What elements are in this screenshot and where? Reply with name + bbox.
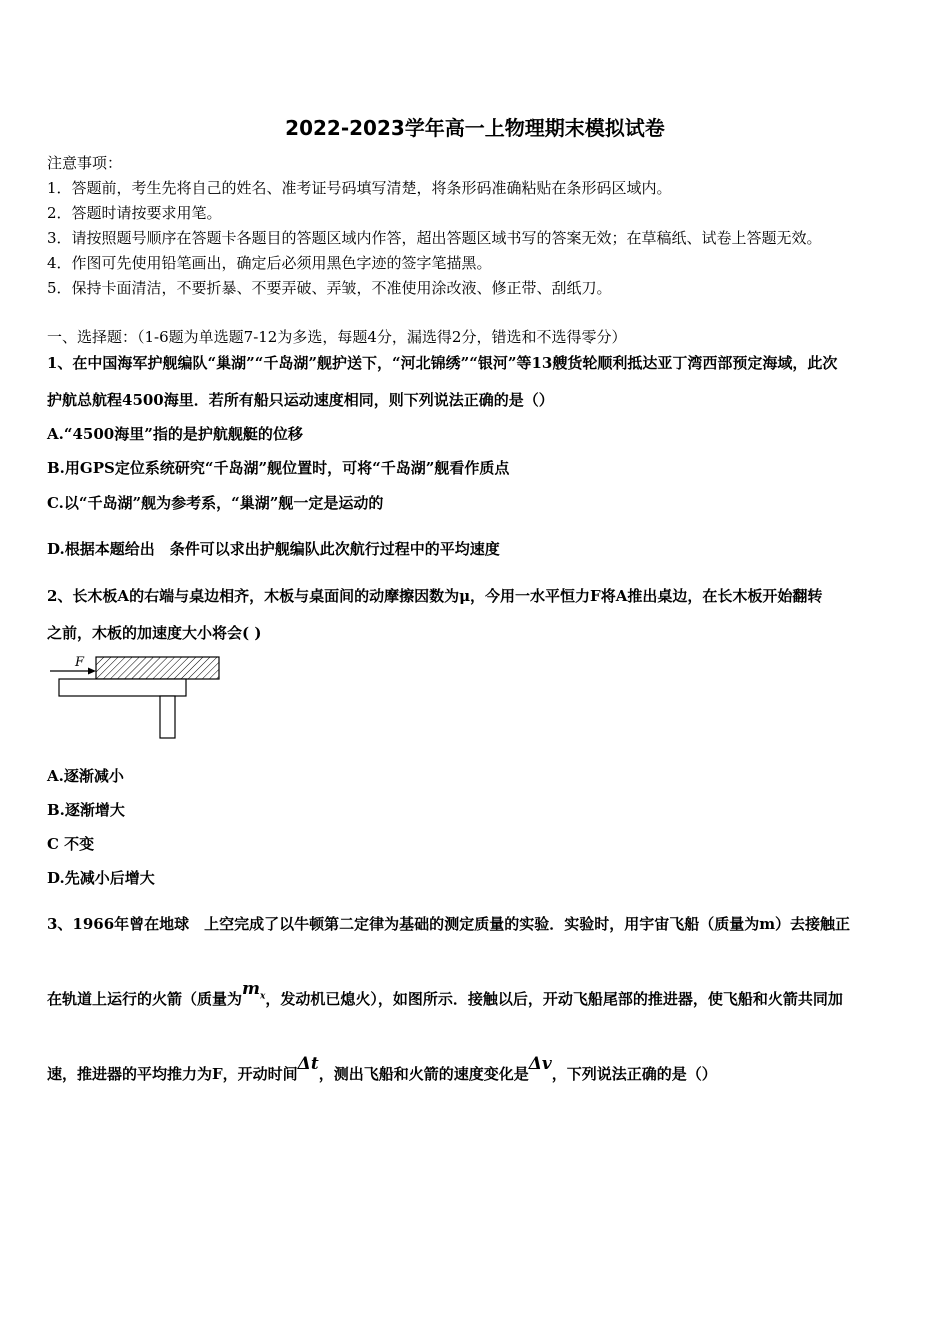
q3-stem-line1: 3、1966年曾在地球 上空完成了以牛顿第二定律为基础的测定质量的实验．实验时，用宇宙飞船（质量为m）去接触正 — [47, 915, 851, 933]
notice-heading: 注意事项： — [47, 154, 123, 172]
force-arrowhead-icon — [88, 668, 96, 675]
q1-option-c: C.以“千岛湖”舰为参考系，“巢湖”舰一定是运动的 — [47, 494, 384, 512]
notice-item: 5．保持卡面清洁，不要折暴、不要弄破、弄皱，不准使用涂改液、修正带、刮纸刀。 — [47, 279, 612, 297]
notice-item: 3．请按照题号顺序在答题卡各题目的答题区域内作答，超出答题区域书写的答案无效；在草稿纸、试卷上答题无效。 — [47, 229, 822, 247]
q1-option-a: A.“4500海里”指的是护航舰艇的位移 — [47, 425, 303, 443]
q3-stem-line2: 在轨道上运行的火箭（质量为$m_x$，发动机已熄火），如图所示．接触以后，开动飞船尾部的推进器，使飞船和火箭共同加 — [47, 979, 843, 1008]
notice-item: 1．答题前，考生先将自己的姓名、准考证号码填写清楚，将条形码准确粘贴在条形码区域内。 — [47, 179, 672, 197]
force-label: F — [75, 655, 85, 670]
long-board — [96, 657, 219, 679]
rocket-mass-symbol: $m_x$ — [242, 979, 266, 1002]
q1-option-b: B.用GPS定位系统研究“千岛湖”舰位置时，可将“千岛湖”舰看作质点 — [47, 459, 510, 477]
notice-item: 2．答题时请按要求用笔。 — [47, 204, 222, 222]
q2-option-d: D.先减小后增大 — [47, 869, 155, 887]
delta-t-symbol: Δt — [297, 1054, 319, 1074]
q2-stem-line1: 2、长木板A的右端与桌边相齐，木板与桌面间的动摩擦因数为μ，今用一水平恒力F将A推出桌边，在长木板开始翻转 — [47, 587, 823, 605]
q2-option-a: A.逐渐减小 — [47, 767, 124, 785]
q1-option-d: D.根据本题给出 条件可以求出护舰编队此次航行过程中的平均速度 — [47, 540, 500, 558]
q2-stem-line2: 之前，木板的加速度大小将会( ) — [47, 624, 262, 642]
q2-option-c: C 不变 — [47, 835, 95, 853]
board-table-figure — [45, 652, 225, 744]
table-top — [59, 679, 186, 696]
table-leg — [160, 696, 175, 738]
q1-stem-line2: 护航总航程4500海里．若所有船只运动速度相同，则下列说法正确的是（） — [47, 391, 554, 409]
delta-v-symbol: Δv — [528, 1054, 552, 1074]
section-heading: 一、选择题：（1-6题为单选题7-12为多选，每题4分，漏选得2分，错选和不选得零分） — [47, 328, 627, 346]
page-title: 2022-2023学年高一上物理期末模拟试卷 — [285, 116, 665, 140]
q2-option-b: B.逐渐增大 — [47, 801, 125, 819]
notice-item: 4．作图可先使用铅笔画出，确定后必须用黑色字迹的签字笔描黑。 — [47, 254, 492, 272]
q1-stem-line1: 1、在中国海军护舰编队“巢湖”“千岛湖”舰护送下，“河北锦绣”“银河”等13艘货轮顺利抵达亚丁湾西部预定海域，此次 — [47, 354, 838, 372]
q3-stem-line3: 速，推进器的平均推力为F，开动时间Δt，测出飞船和火箭的速度变化是Δv，下列说法正确的是（） — [47, 1054, 717, 1083]
